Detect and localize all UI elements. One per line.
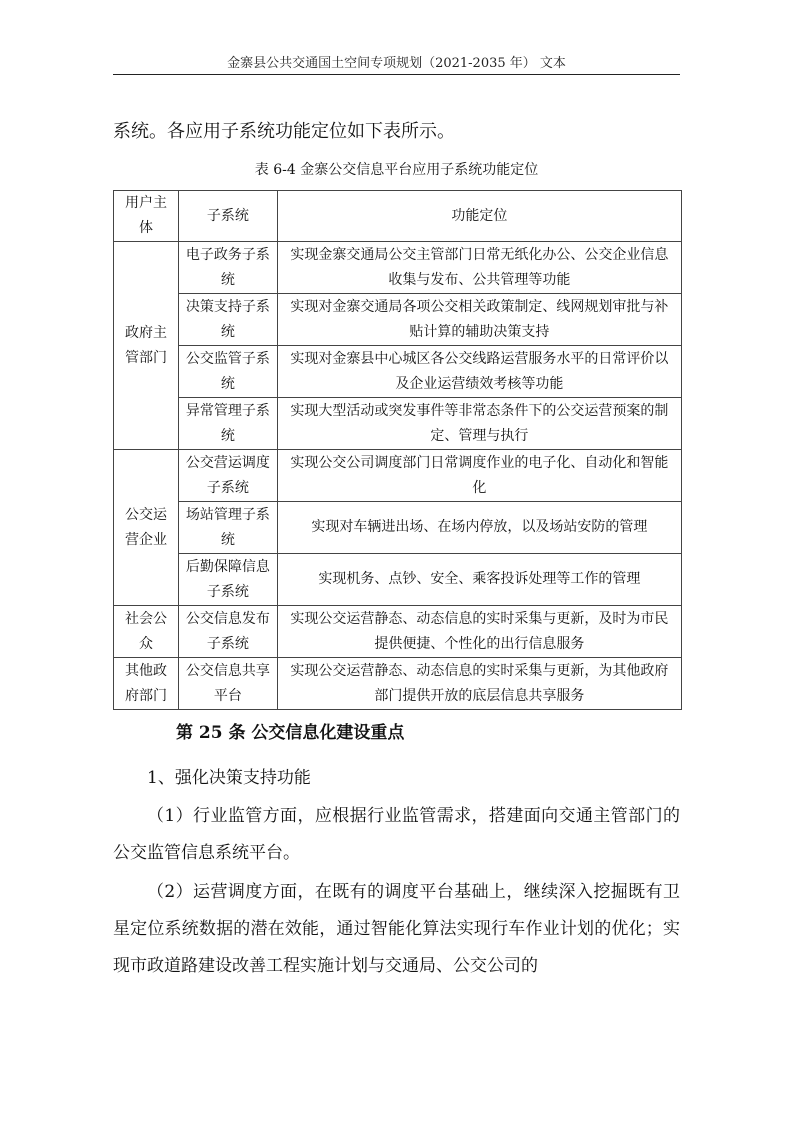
header-cell-subject: 用户主体 bbox=[114, 191, 179, 242]
paragraph-3: （2）运营调度方面，在既有的调度平台基础上，继续深入挖掘既有卫星定位系统数据的潜在效能，通过智能化算法实现行车作业计划的优化；实现市政道路建设改善工程实施计划与交通局、公交公司的 bbox=[113, 882, 680, 976]
table-caption: 表 6-4 金寨公交信息平台应用子系统功能定位 bbox=[254, 162, 539, 178]
subject-cell: 公交运营企业 bbox=[114, 450, 179, 606]
table-row bbox=[114, 398, 682, 450]
subject-cell: 政府主管部门 bbox=[114, 242, 179, 450]
table-header-row bbox=[114, 191, 682, 242]
subsystem-cell: 场站管理子系统 bbox=[178, 502, 277, 554]
table-row bbox=[114, 606, 682, 658]
paragraph-2: （1）行业监管方面，应根据行业监管需求，搭建面向交通主管部门的公交监管信息系统平台。 bbox=[113, 806, 680, 863]
function-cell: 实现金寨交通局公交主管部门日常无纸化办公、公交企业信息收集与发布、公共管理等功能 bbox=[277, 242, 681, 294]
table-row bbox=[114, 242, 682, 294]
function-cell: 实现对金寨县中心城区各公交线路运营服务水平的日常评价以及企业运营绩效考核等功能 bbox=[277, 346, 681, 398]
article-heading: 第 25 条 公交信息化建设重点 bbox=[176, 723, 405, 743]
subsystem-function-table bbox=[113, 190, 682, 710]
function-cell: 实现对金寨交通局各项公交相关政策制定、线网规划审批与补贴计算的辅助决策支持 bbox=[277, 294, 681, 346]
table-row bbox=[114, 294, 682, 346]
table-row bbox=[114, 450, 682, 502]
subsystem-cell: 异常管理子系统 bbox=[178, 398, 277, 450]
table-row bbox=[114, 658, 682, 710]
page-header: 金寨县公共交通国土空间专项规划（2021-2035 年） 文本 bbox=[227, 56, 566, 71]
header-cell-function: 功能定位 bbox=[277, 191, 681, 242]
subsystem-cell: 电子政务子系统 bbox=[178, 242, 277, 294]
function-cell: 实现公交公司调度部门日常调度作业的电子化、自动化和智能化 bbox=[277, 450, 681, 502]
subsystem-cell: 公交营运调度子系统 bbox=[178, 450, 277, 502]
subsystem-cell: 决策支持子系统 bbox=[178, 294, 277, 346]
function-cell: 实现公交运营静态、动态信息的实时采集与更新，为其他政府部门提供开放的底层信息共享服务 bbox=[277, 658, 681, 710]
subsystem-cell: 公交信息共享平台 bbox=[178, 658, 277, 710]
subsystem-cell: 后勤保障信息子系统 bbox=[178, 554, 277, 606]
table-row bbox=[114, 502, 682, 554]
header-divider bbox=[113, 74, 680, 75]
intro-paragraph: 系统。各应用子系统功能定位如下表所示。 bbox=[113, 121, 455, 142]
function-cell: 实现机务、点钞、安全、乘客投诉处理等工作的管理 bbox=[277, 554, 681, 606]
subsystem-cell: 公交监管子系统 bbox=[178, 346, 277, 398]
subsystem-cell: 公交信息发布子系统 bbox=[178, 606, 277, 658]
paragraph-1: 1、强化决策支持功能 bbox=[147, 768, 311, 788]
table-row bbox=[114, 346, 682, 398]
table-row bbox=[114, 554, 682, 606]
function-cell: 实现大型活动或突发事件等非常态条件下的公交运营预案的制定、管理与执行 bbox=[277, 398, 681, 450]
function-cell: 实现对车辆进出场、在场内停放，以及场站安防的管理 bbox=[277, 502, 681, 554]
subject-cell: 社会公众 bbox=[114, 606, 179, 658]
subject-cell: 其他政府部门 bbox=[114, 658, 179, 710]
function-cell: 实现公交运营静态、动态信息的实时采集与更新，及时为市民提供便捷、个性化的出行信息服务 bbox=[277, 606, 681, 658]
header-cell-subsystem: 子系统 bbox=[178, 191, 277, 242]
